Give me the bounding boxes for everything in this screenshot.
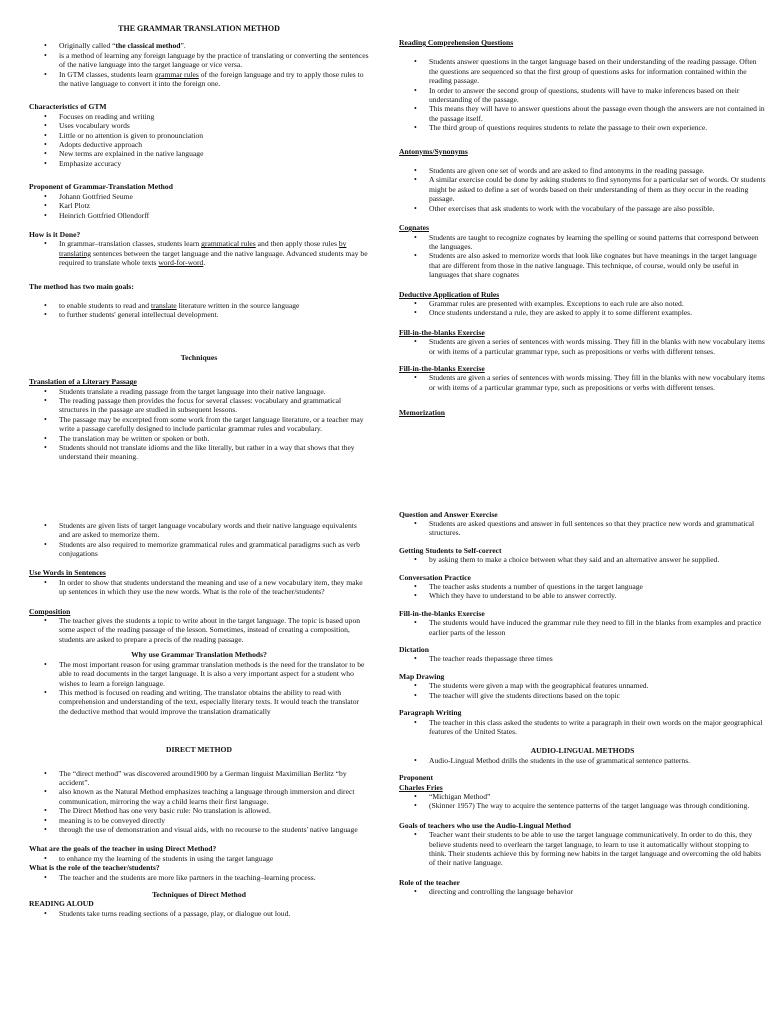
use-words-list: [29, 578, 369, 597]
section-heading: Techniques of Direct Method: [152, 890, 246, 899]
list-item: • Students take turns reading sections of a passage, play, or dialogue out loud.: [59, 909, 369, 918]
section-heading: Composition: [29, 606, 71, 616]
goals-list: [29, 301, 369, 320]
list-item: • The teacher in this class asked the students to write a paragraph in their own words on the major geographical features of the United States.: [429, 718, 766, 737]
techniques-title: Techniques: [180, 352, 218, 362]
list-item: • The most important reason for using grammar translation methods is the need for the translator to be able to read documents in the target language. It is also a very important aspect for a student who wishes to learn a foreign language.: [59, 660, 369, 688]
right-column: [399, 38, 766, 897]
list-item: • In order to answer the second group of questions, students will have to make inferences based on their understanding of the passage.: [429, 86, 766, 105]
proponent-list: [29, 192, 369, 220]
section-heading: What are the goals of the teacher in using Direct Method?: [29, 844, 217, 854]
list-item: • Uses vocabulary words: [59, 121, 369, 130]
cognates-list: [399, 233, 766, 280]
translation-list: [29, 387, 369, 462]
list-item: • The students were given a map with the geographical features unnamed.: [429, 681, 766, 690]
section-heading: The method has two main goals:: [29, 281, 134, 291]
list-item: • Students are given a series of sentences with words missing. They fill in the blanks with new vocabulary items or with items of a particular grammar type, such as prepositions or verbs with different tenses.: [429, 337, 766, 356]
antonyms-list: [399, 166, 766, 213]
audio-list: [399, 756, 766, 765]
list-item: • Students are also required to memorize grammatical rules and grammatical paradigms such as verb conjugations: [59, 540, 369, 559]
list-item: • “Michigan Method”: [429, 792, 766, 801]
fill-list-3: [399, 618, 766, 637]
fill-list-1: [399, 337, 766, 356]
list-item: • directing and controlling the language behavior: [429, 887, 766, 896]
list-item: • by asking them to make a choice between what they said and an alternative answer he supplied.: [429, 555, 766, 564]
list-item: • Students are taught to recognize cognates by learning the spelling or sound patterns that correspond between the languages.: [429, 233, 766, 252]
section-heading: Why use Grammar Translation Methods?: [131, 650, 267, 660]
section-heading: Characteristics of GTM: [29, 102, 107, 112]
self-correct-list: [399, 555, 766, 564]
section-heading: What is the role of the teacher/students?: [29, 863, 160, 873]
section-heading: Getting Students to Self-correct: [399, 545, 502, 555]
fill-list-2: [399, 373, 766, 392]
section-heading: Role of the teacher: [399, 877, 460, 887]
list-item: • The reading passage then provides the focus for several classes: vocabulary and grammatical structures in the passage are studied in subsequent lessons.: [59, 396, 369, 415]
how-list: [29, 239, 369, 267]
section-heading: Question and Answer Exercise: [399, 509, 498, 519]
section-heading: Fill-in-the-blanks Exercise: [399, 608, 485, 618]
map-list: [399, 681, 766, 700]
vocab-list: [29, 521, 369, 559]
list-item: • In order to show that students understand the meaning and use of a new vocabulary item, they make up sentences in which they use the new words. What is the role of the teacher/students?: [59, 578, 369, 597]
section-heading: Memorization: [399, 408, 445, 418]
role-list: [29, 873, 369, 882]
direct-list: [29, 769, 369, 835]
goals-teacher-list: [29, 854, 369, 863]
reading-comp-list: [399, 57, 766, 132]
section-heading: Cognates: [399, 223, 429, 233]
list-item: • The teacher and the students are more like partners in the teaching–learning process.: [59, 873, 369, 882]
list-item: • Once students understand a rule, they are asked to apply it to some different examples.: [429, 308, 766, 317]
direct-method-title: DIRECT METHOD: [166, 745, 232, 755]
list-item: • The students would have induced the grammar rule they need to fill in the blanks from examples and practice earlier parts of the lesson: [429, 618, 766, 637]
list-item: • Teacher want their students to be able to use the target language communicatively. In order to do this, they believe students need to overlearn the target language, to learn to use it automatically without stopping to think. Their students achieve this by forming new habits in the target language and overcoming the old habits of their native language.: [429, 830, 766, 868]
list-item: • This means they will have to answer questions about the passage even though the answers are not contained in the passage itself.: [429, 104, 766, 123]
list-item: • In GTM classes, students learn grammar rules of the foreign language and try to apply those rules to the native language to convert it into the foreign one.: [59, 70, 369, 89]
list-item: • is a method of learning any foreign language by the practice of translating or converting the sentences of the native language into the target language or vice versa.: [59, 51, 369, 70]
proponent-name: Charles Fries: [399, 782, 443, 792]
list-item: • Grammar rules are presented with examples. Exceptions to each rule are also noted.: [429, 299, 766, 308]
why-list: [29, 660, 369, 716]
list-item: • The third group of questions requires students to relate the passage to their own experience.: [429, 123, 766, 132]
list-item: • The teacher gives the students a topic to write about in the target language. The topic is based upon some aspect of the reading passage of the lesson. Sometimes, instead of creating a composition, students are asked to prepare a precis of the reading passage.: [59, 616, 369, 644]
list-item: • The passage may be excerpted from some work from the target language literature, or a teacher may write a passage carefully designed to include particular grammar rules and vocabulary.: [59, 415, 369, 434]
section-heading: Map Drawing: [399, 671, 445, 681]
list-item: • Which they have to understand to be able to answer correctly.: [429, 591, 766, 600]
list-item: • A similar exercise could be done by asking students to find synonyms for a particular set of words. Or students might be asked to define a set of words based on their understanding of them as they occur in the reading passage.: [429, 175, 766, 203]
composition-list: [29, 616, 369, 644]
list-item: • to enhance my the learning of the students in using the target language: [59, 854, 369, 863]
list-item: • The teacher reads thepassage three times: [429, 654, 766, 663]
section-heading: Dictation: [399, 645, 429, 655]
list-item: • Students answer questions in the target language based on their understanding of the reading passage. Often the questions are sequenced so that the first group of questions asks for information contained within the reading passage.: [429, 57, 766, 85]
list-item: • Adopts deductive approach: [59, 140, 369, 149]
left-column: [29, 24, 369, 918]
list-item: • Other exercises that ask students to work with the vocabulary of the passage are also possible.: [429, 204, 766, 213]
list-item: • In grammar–translation classes, students learn grammatical rules and then apply those rules by translating sentences between the target language and the native language. Advanced students may be required to translate whole texts word-for-word.: [59, 239, 369, 267]
section-heading: How is it Done?: [29, 229, 81, 239]
paragraph-list: [399, 718, 766, 737]
list-item: • to further students' general intellectual development.: [59, 310, 369, 319]
role-teacher-list: [399, 887, 766, 896]
characteristics-list: [29, 112, 369, 168]
list-item: • Students translate a reading passage from the target language into their native language.: [59, 387, 369, 396]
list-item: • Emphasize accuracy: [59, 159, 369, 168]
list-item: • The Direct Method has one very basic rule: No translation is allowed.: [59, 806, 369, 815]
list-item: • Karl Plotz: [59, 201, 369, 210]
section-heading: Antonyms/Synonyms: [399, 146, 468, 156]
list-item: • Students are given one set of words and are asked to find antonyms in the reading passage.: [429, 166, 766, 175]
section-heading: Reading Comprehension Questions: [399, 38, 514, 47]
list-item: • Students are asked questions and answer in full sentences so that they practice new words and grammatical structures.: [429, 519, 766, 538]
list-item: • Originally called “the classical method”.: [59, 41, 369, 50]
list-item: • Students are given a series of sentences with words missing. They fill in the blanks with new vocabulary items or with items of a particular grammar type, such as prepositions or verbs with different tenses.: [429, 373, 766, 392]
section-heading: Translation of a Literary Passage: [29, 377, 137, 387]
section-heading: Conversation Practice: [399, 572, 471, 582]
goals-audio-list: [399, 830, 766, 868]
list-item: • Audio-Lingual Method drills the students in the use of grammatical sentence patterns.: [429, 756, 766, 765]
list-item: • The teacher will give the students directions based on the topic: [429, 691, 766, 700]
list-item: • Little or no attention is given to pronounciation: [59, 131, 369, 140]
intro-list: [29, 41, 369, 88]
list-item: • to enable students to read and translate literature written in the source language: [59, 301, 369, 310]
list-item: • The translation may be written or spoken or both.: [59, 434, 369, 443]
section-heading: Proponent of Grammar-Translation Method: [29, 182, 173, 192]
list-item: • The “direct method” was discovered around1900 by a German linguist Maximilian Berlitz “by accident”.: [59, 769, 369, 788]
section-heading: READING ALOUD: [29, 899, 94, 909]
audio-lingual-title: AUDIO-LINGUAL METHODS: [530, 746, 635, 756]
list-item: • This method is focused on reading and writing. The translator obtains the ability to read with comprehension and understanding of the text, especially literary texts. It would teach the translator the deductive method that would improve the translation dramatically: [59, 688, 369, 716]
list-item: • Focuses on reading and writing: [59, 112, 369, 121]
section-heading: Use Words in Sentences: [29, 568, 106, 578]
section-heading: Fill-in-the-blanks Exercise: [399, 363, 485, 373]
list-item: • Heinrich Gottfried Ollendorff: [59, 211, 369, 220]
conversation-list: [399, 582, 766, 601]
list-item: • Students should not translate idioms and the like literally, but rather in a way that shows that they understand their meaning.: [59, 443, 369, 462]
section-heading: Proponent: [399, 773, 434, 783]
list-item: • (Skinner 1957) The way to acquire the sentence patterns of the target language was through conditioning.: [429, 801, 766, 810]
section-heading: Paragraph Writing: [399, 708, 462, 718]
qa-list: [399, 519, 766, 538]
section-heading: Fill-in-the-blanks Exercise: [399, 327, 485, 337]
list-item: • Students are given lists of target language vocabulary words and their native language equivalents and are asked to memorize them.: [59, 521, 369, 540]
list-item: • through the use of demonstration and visual aids, with no recourse to the students' native language: [59, 825, 369, 834]
list-item: • Johann Gottfried Seume: [59, 192, 369, 201]
proponent-audio-list: [399, 792, 766, 811]
list-item: • Students are also asked to memorize words that look like cognates but have meanings in the target language that are different from those in the native language. This technique, of course, would only be useful in languages that share cognates: [429, 251, 766, 279]
deductive-list: [399, 299, 766, 318]
reading-aloud-list: [29, 909, 369, 918]
list-item: • New terms are explained in the native language: [59, 149, 369, 158]
list-item: • The teacher asks students a number of questions in the target language: [429, 582, 766, 591]
document-title: THE GRAMMAR TRANSLATION METHOD: [118, 24, 280, 33]
section-heading: Deductive Application of Rules: [399, 289, 500, 299]
list-item: • also known as the Natural Method emphasizes teaching a language through immersion and direct communication, mirroring the way a child learns their first language.: [59, 787, 369, 806]
list-item: • meaning is to be conveyed directly: [59, 816, 369, 825]
section-heading: Goals of teachers who use the Audio-Lingual Method: [399, 820, 571, 830]
dictation-list: [399, 654, 766, 663]
